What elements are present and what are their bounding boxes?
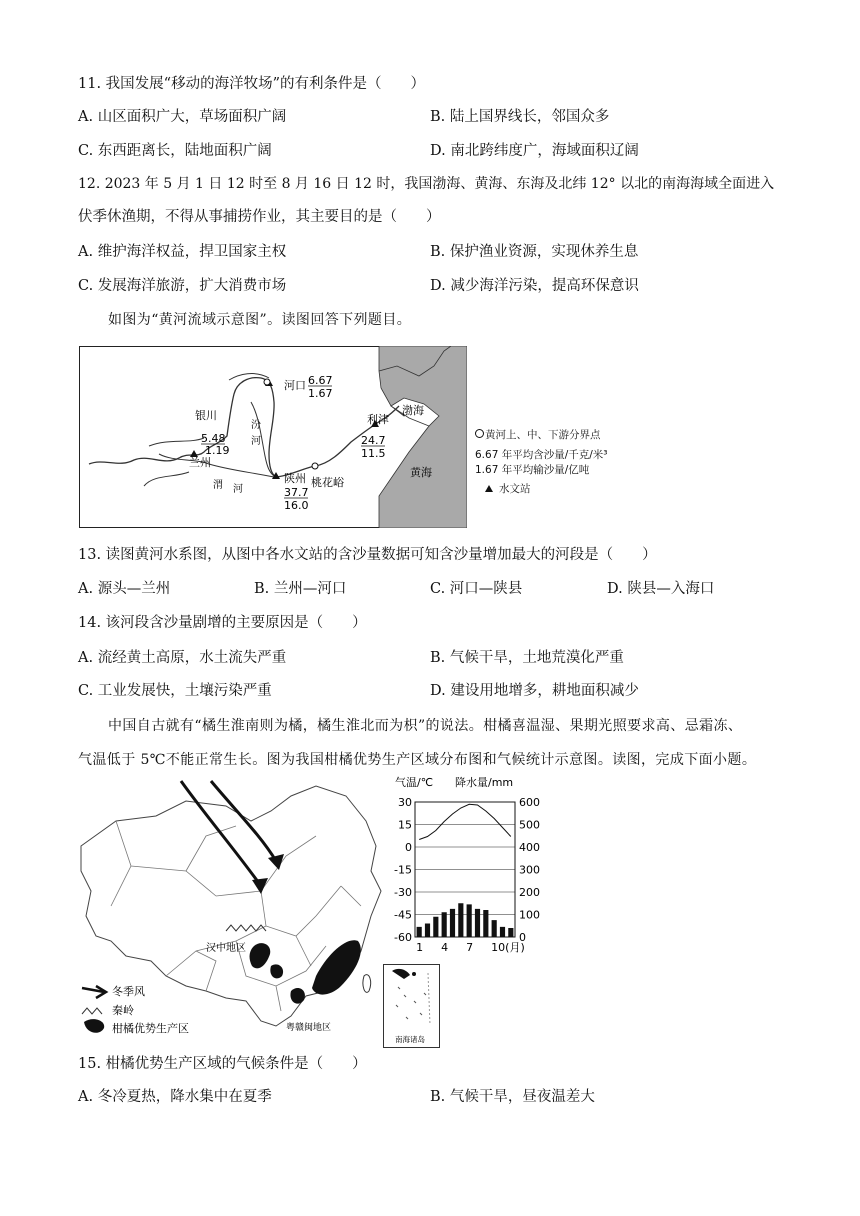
precip-bar (417, 927, 422, 937)
intro-citrus-line1: 中国自古就有“橘生淮南则为橘，橘生淮北而为枳”的说法。柑橘喜温湿、果期光照要求高、忌霜冻、 (108, 718, 743, 734)
precip-tick-label: 600 (519, 796, 540, 809)
precip-tick-label: 300 (519, 863, 540, 877)
precip-bar (433, 917, 438, 937)
precip-bar (483, 910, 488, 937)
legend-sand: 6.67 年平均含沙量/千克/米³ (475, 449, 608, 461)
temp-tick-label: -45 (394, 908, 412, 922)
yellow-river-map (79, 346, 467, 528)
shanxian-sand: 37.7 (284, 486, 309, 499)
legend-qinling-icon (82, 1008, 102, 1014)
month-tick-label: 7 (466, 941, 474, 954)
gannan-label: 粤赣闽地区 (286, 1023, 332, 1033)
south-sea-label: 南海诸岛 (395, 1035, 425, 1044)
temp-tick-label: -30 (394, 886, 412, 899)
q11-stem: 11. 我国发展“移动的海洋牧场”的有利条件是（ ） (78, 76, 425, 92)
q13-option-d[interactable]: D. 陕县—入海口 (607, 581, 715, 597)
temp-tick-label: 15 (398, 818, 412, 832)
legend-station: 水文站 (499, 483, 531, 495)
temperature-curve (419, 804, 511, 839)
temp-axis-ticks (394, 796, 412, 944)
precip-bar (508, 928, 513, 937)
lanzhou-load: 1.19 (205, 444, 230, 457)
temp-tick-label: 0 (405, 841, 412, 854)
q13-option-b[interactable]: B. 兰州—河口 (254, 581, 347, 597)
q11-option-b[interactable]: B. 陆上国界线长，邻国众多 (430, 109, 610, 125)
precip-bar (492, 920, 497, 937)
q11-option-a[interactable]: A. 山区面积广大，草场面积广阔 (78, 109, 287, 125)
q14-option-d[interactable]: D. 建设用地增多，耕地面积减少 (430, 683, 639, 699)
precip-tick-label: 400 (519, 841, 540, 854)
inset-boundary (428, 973, 430, 1025)
taohuayu-label: 桃花峪 (311, 476, 344, 489)
lanzhou-label: 兰州 (189, 456, 211, 469)
month-tick-label: 10(月) (491, 941, 525, 954)
legend-wind-arrow-icon (82, 986, 106, 998)
q13-option-c[interactable]: C. 河口—陕县 (430, 581, 523, 597)
station-triangle-icon (485, 485, 493, 492)
intro-citrus-line2: 气温低于 5℃不能正常生长。图为我国柑橘优势生产区域分布图和气候统计示意图。读图，完成下面小题。 (78, 752, 757, 768)
legend-citrus-icon (84, 1019, 104, 1033)
gridlines (415, 802, 515, 937)
precip-bar (500, 927, 505, 937)
boundary-point-hekou (264, 379, 270, 385)
q12-option-d[interactable]: D. 减少海洋污染，提高环保意识 (430, 278, 639, 294)
shanxian-load: 16.0 (284, 499, 309, 512)
legend-boundary: 黄河上、中、下游分界点 (485, 429, 601, 441)
q14-stem: 14. 该河段含沙量剧增的主要原因是（ ） (78, 615, 367, 631)
q12-option-c[interactable]: C. 发展海洋旅游，扩大消费市场 (78, 278, 287, 294)
q11-option-c[interactable]: C. 东西距离长，陆地面积广阔 (78, 143, 272, 159)
temp-tick-label: -60 (394, 931, 412, 944)
month-axis-ticks (416, 941, 525, 954)
south-sea-inset (383, 964, 440, 1048)
legend-citrus-label: 柑橘优势生产区 (112, 1022, 189, 1035)
q12-option-b[interactable]: B. 保护渔业资源，实现休养生息 (430, 244, 639, 260)
intro-yellow-river: 如图为“黄河流域示意图”。读图回答下列题目。 (108, 312, 412, 328)
temp-tick-label: -15 (394, 863, 412, 877)
q15-option-b[interactable]: B. 气候干旱，昼夜温差大 (430, 1089, 595, 1105)
q15-option-a[interactable]: A. 冬冷夏热，降水集中在夏季 (78, 1089, 272, 1105)
boundary-point-icon (475, 429, 484, 438)
q14-option-a[interactable]: A. 流经黄土高原，水土流失严重 (78, 650, 287, 666)
q12-stem-line1: 12. 2023 年 5 月 1 日 12 时至 8 月 16 日 12 时，我国渤海、黄海、东海及北纬 12° 以北的南海海域全面进入 (78, 176, 775, 192)
chart-title-right: 降水量/mm (455, 776, 514, 789)
lanzhou-sand: 5.48 (201, 432, 226, 445)
precip-bar (442, 912, 447, 937)
precip-tick-label: 100 (519, 908, 540, 922)
precip-tick-label: 0 (519, 931, 526, 944)
hekou-label: 河口 (284, 379, 306, 392)
q14-option-c[interactable]: C. 工业发展快，土壤污染严重 (78, 683, 272, 699)
precip-bar (458, 903, 463, 937)
legend-qinling-label: 秦岭 (112, 1004, 134, 1017)
hanzhong-label: 汉中地区 (206, 943, 246, 954)
q14-option-b[interactable]: B. 气候干旱，土地荒漠化严重 (430, 650, 624, 666)
lijin-sand: 24.7 (361, 434, 386, 447)
wei-label: 渭 (213, 480, 223, 491)
wei-label-2: 河 (233, 484, 243, 495)
precip-bar (450, 909, 455, 937)
hekou-load: 1.67 (308, 387, 333, 400)
legend-wind-label: 冬季风 (112, 985, 145, 998)
q13-option-a[interactable]: A. 源头—兰州 (78, 581, 171, 597)
hekou-sand: 6.67 (308, 374, 333, 387)
chart-title-left: 气温/℃ (395, 776, 434, 789)
q11-option-d[interactable]: D. 南北跨纬度广，海域面积辽阔 (430, 143, 639, 159)
precip-tick-label: 200 (519, 886, 540, 899)
precip-tick-label: 500 (519, 818, 540, 832)
lijin-label: 利津 (367, 413, 389, 426)
inset-islands (396, 987, 426, 1019)
bohai-label: 渤海 (402, 404, 424, 417)
inset-land (392, 969, 410, 979)
q12-stem-line2: 伏季休渔期，不得从事捕捞作业，其主要目的是（ ） (78, 209, 441, 225)
precip-bar (425, 924, 430, 938)
lijin-load: 11.5 (361, 447, 386, 460)
huanghai-label: 黄海 (410, 466, 432, 479)
inset-hainan (412, 972, 416, 976)
q13-stem: 13. 读图黄河水系图，从图中各水文站的含沙量数据可知含沙量增加最大的河段是（ ） (78, 547, 657, 563)
shanxian-label: 陕州 (284, 472, 306, 485)
precip-axis-ticks (519, 796, 540, 944)
taiwan (363, 975, 371, 993)
climate-chart (385, 772, 565, 962)
temp-tick-label: 30 (398, 796, 412, 809)
precipitation-bars (417, 903, 514, 937)
q12-option-a[interactable]: A. 维护海洋权益，捍卫国家主权 (78, 244, 287, 260)
precip-bar (475, 909, 480, 937)
fen-label: 汾 (251, 420, 261, 431)
legend-load: 1.67 年平均输沙量/亿吨 (475, 464, 590, 476)
boundary-point-taohuayu (312, 463, 318, 469)
month-tick-label: 1 (416, 941, 424, 954)
precip-bar (467, 904, 472, 937)
fen-label-2: 河 (251, 436, 261, 447)
yinchuan-label: 银川 (195, 409, 217, 422)
china-citrus-map (76, 776, 386, 1046)
yellow-river-legend (475, 428, 675, 508)
q15-stem: 15. 柑橘优势生产区域的气候条件是（ ） (78, 1056, 367, 1072)
month-tick-label: 4 (441, 941, 449, 954)
